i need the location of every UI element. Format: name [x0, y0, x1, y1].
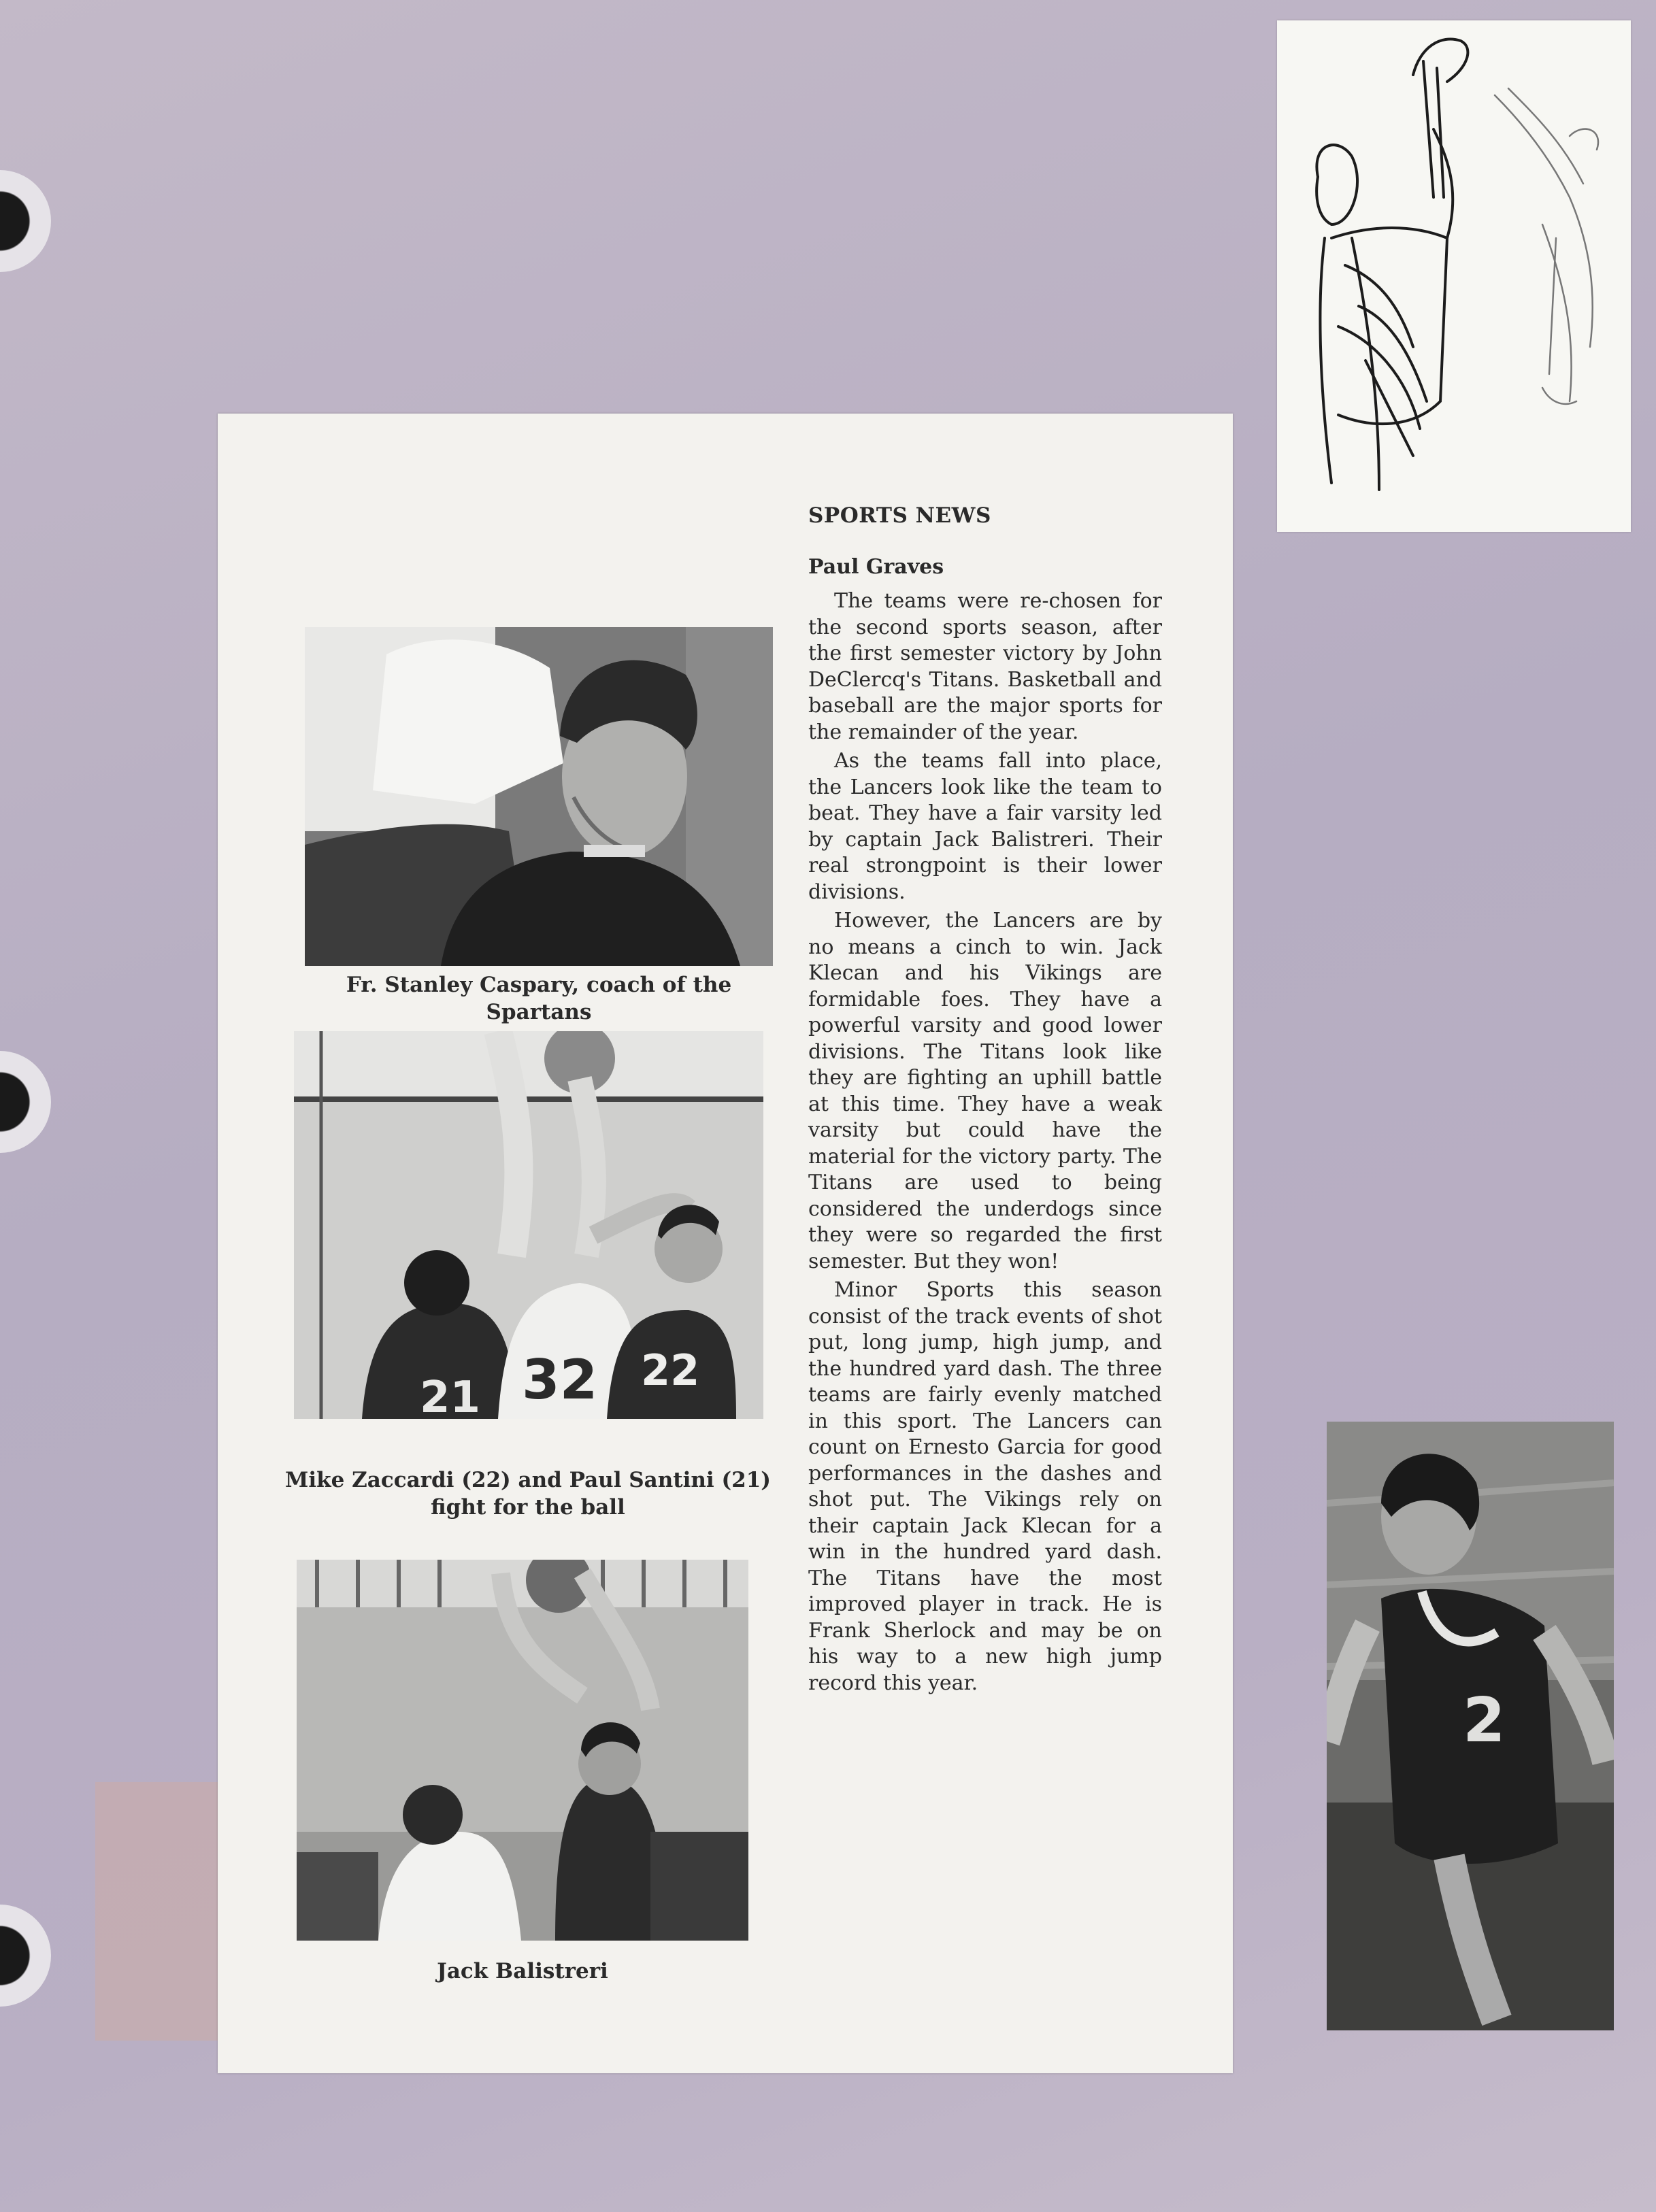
pen-sketch-basketball-player [1277, 20, 1631, 532]
article-byline: Paul Graves [808, 555, 944, 579]
jersey-22: 22 [641, 1345, 700, 1395]
binder-hole-middle [0, 1051, 51, 1153]
jersey-32: 32 [522, 1348, 598, 1411]
newspaper-clipping [218, 414, 1233, 2073]
binder-hole-bottom [0, 1905, 51, 2007]
article-paragraph-3: However, the Lancers are by no means a cinch to win. Jack Klecan and his Vikings are formidable foes. They have a powerful varsity and good lower divisions. The Titans look like they are fighting an uphill battle at this time. They have a weak varsity but could have the material for the victory party. The Titans are used to being considered the underdogs since they were so regarded the first semester. But they won! [808, 909, 1162, 1273]
photo-balistreri [297, 1560, 748, 1941]
sports-news-article [808, 503, 1162, 1699]
photo-coach-caption: Fr. Stanley Caspary, coach of the Spartans [346, 973, 732, 1024]
jersey-21: 21 [420, 1373, 481, 1419]
binder-hole-top [0, 170, 51, 272]
snapshot-jersey-number: 2 [1463, 1685, 1506, 1756]
photo-player-dribbling [1327, 1422, 1614, 2030]
article-headline: SPORTS NEWS [808, 503, 991, 528]
article-paragraph-4: Minor Sports this season consist of the track events of shot put, long jump, high jump, and the hundred yard dash. The three teams are fairly evenly matched in this sport. The Lancers can count on Ernesto Garcia for good performances in the dashes and shot put. The Vikings rely on their captain Jack Klecan for a win in the hundred yard dash. The Titans have the most improved player in track. He is Frank Sherlock and may be on his way to a new high jump record this year. [808, 1278, 1162, 1695]
photo-rebound [294, 1031, 763, 1419]
article-paragraph-2: As the teams fall into place, the Lancers look like the team to beat. They have a fair varsity led by captain Jack Balistreri. Their real strongpoint is their lower divisions. [808, 749, 1162, 904]
photo-rebound-caption: Mike Zaccardi (22) and Paul Santini (21) fight for the ball [285, 1468, 771, 1520]
photo-balistreri-caption: Jack Balistreri [437, 1959, 608, 1983]
photo-coach [305, 627, 773, 966]
article-paragraph-1: The teams were re-chosen for the second sports season, after the first semester victory by John DeClercq's Titans. Basketball and baseball are the major sports for the remainder of the year. [808, 589, 1162, 744]
